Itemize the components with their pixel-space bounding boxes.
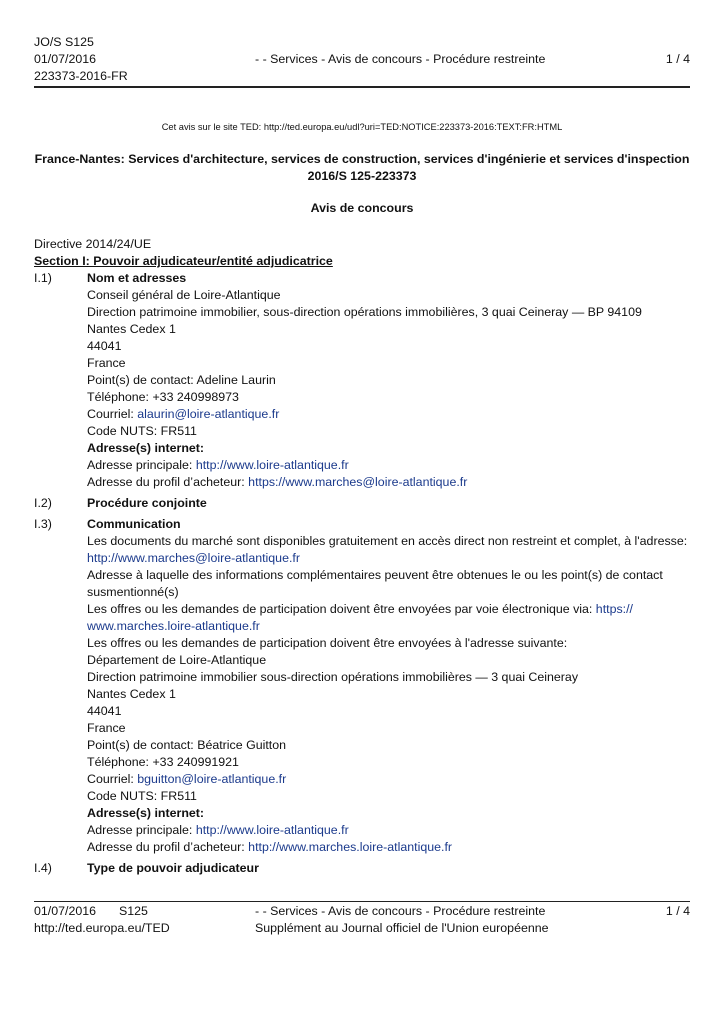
header-ref: JO/S S125	[34, 35, 94, 49]
submission-address-text: Les offres ou les demandes de participation doivent être envoyées à l'adresse suivante:	[87, 636, 568, 650]
section-title: Section I: Pouvoir adjudicateur/entité adjudicatrice	[34, 254, 333, 268]
email-row	[87, 771, 286, 788]
footer-divider	[34, 901, 690, 902]
footer-date: 01/07/2016	[34, 904, 97, 918]
electronic-submission-row	[87, 601, 633, 618]
town: Nantes Cedex 1	[87, 687, 176, 701]
section-heading: Type de pouvoir adjudicateur	[87, 861, 259, 875]
header-title: - - Services - Avis de concours - Procédure restreinte	[255, 52, 546, 66]
contact-point: Point(s) de contact: Adeline Laurin	[87, 373, 276, 387]
section-heading: Nom et adresses	[87, 271, 187, 285]
electronic-submission-link-cont[interactable]: www.marches.loire-atlantique.fr	[87, 619, 260, 633]
electronic-submission-text: Les offres ou les demandes de participation doivent être envoyées par voie électronique via:	[87, 602, 596, 616]
postal-address: Direction patrimoine immobilier, sous-direction opérations immobilières, 3 quai Ceineray — BP 94109	[87, 305, 642, 319]
country: France	[87, 356, 126, 370]
internet-heading: Adresse(s) internet:	[87, 806, 205, 820]
email-link[interactable]: alaurin@loire-atlantique.fr	[137, 407, 280, 421]
buyer-profile-row	[87, 839, 452, 856]
footer-title: - - Services - Avis de concours - Procédure restreinte	[255, 904, 546, 918]
nuts-code: Code NUTS: FR511	[87, 424, 197, 438]
main-address-label: Adresse principale:	[87, 458, 196, 472]
directive: Directive 2014/24/UE	[34, 237, 152, 251]
email-label: Courriel:	[87, 772, 138, 786]
buyer-profile-label: Adresse du profil d’acheteur:	[87, 840, 249, 854]
contact-point: Point(s) de contact: Béatrice Guitton	[87, 738, 287, 752]
section-heading: Communication	[87, 517, 181, 531]
notice-type: Avis de concours	[310, 201, 414, 215]
section-number: I.2)	[34, 496, 52, 510]
nuts-code: Code NUTS: FR511	[87, 789, 197, 803]
ted-notice-text: Cet avis sur le site TED: http://ted.europa.eu/udl?uri=TED:NOTICE:223373-2016:TEXT:FR:HTML	[161, 122, 563, 132]
town: Nantes Cedex 1	[87, 322, 176, 336]
organisation-name: Conseil général de Loire-Atlantique	[87, 288, 281, 302]
footer-supplement: Supplément au Journal officiel de l'Union européenne	[255, 921, 549, 935]
main-address-label: Adresse principale:	[87, 823, 196, 837]
buyer-profile-link[interactable]: http://www.marches.loire-atlantique.fr	[248, 840, 453, 854]
footer-series: S125	[119, 904, 148, 918]
section-number: I.1)	[34, 271, 52, 285]
header-divider	[34, 86, 690, 88]
postal-code: 44041	[87, 339, 122, 353]
footer-page-number: 1 / 4	[665, 904, 690, 918]
footer-url: http://ted.europa.eu/TED	[34, 921, 170, 935]
buyer-profile-row	[87, 474, 467, 491]
electronic-submission-link[interactable]: https://	[595, 602, 633, 616]
header-page-number: 1 / 4	[665, 52, 690, 66]
email-label: Courriel:	[87, 407, 138, 421]
section-number: I.3)	[34, 517, 52, 531]
section-number: I.4)	[34, 861, 52, 875]
header-date: 01/07/2016	[34, 52, 97, 66]
info-text-line-1: Adresse à laquelle des informations complémentaires peuvent être obtenues le ou les point(s) de contact	[87, 568, 663, 582]
postal-code: 44041	[87, 704, 122, 718]
header-notice-id: 223373-2016-FR	[34, 69, 128, 83]
email-link[interactable]: bguitton@loire-atlantique.fr	[137, 772, 287, 786]
section-heading: Procédure conjointe	[87, 496, 207, 510]
telephone: Téléphone: +33 240998973	[87, 390, 239, 404]
main-address-row	[87, 822, 349, 839]
info-text-line-2: susmentionné(s)	[87, 585, 179, 599]
organisation-name: Département de Loire-Atlantique	[87, 653, 267, 667]
main-address-row	[87, 457, 349, 474]
postal-address: Direction patrimoine immobilier sous-direction opérations immobilières — 3 quai Ceineray	[87, 670, 579, 684]
main-title-line-2: 2016/S 125-223373	[307, 169, 417, 183]
main-address-link[interactable]: http://www.loire-atlantique.fr	[195, 458, 349, 472]
telephone: Téléphone: +33 240991921	[87, 755, 239, 769]
main-title-line-1: France-Nantes: Services d'architecture, services de construction, services d'ingénierie et services d'inspection	[34, 152, 690, 166]
buyer-profile-label: Adresse du profil d’acheteur:	[87, 475, 249, 489]
documents-link[interactable]: http://www.marches@loire-atlantique.fr	[87, 551, 300, 565]
documents-text: Les documents du marché sont disponibles gratuitement en accès direct non restreint et complet, à l'adresse:	[87, 534, 688, 548]
email-row	[87, 406, 279, 423]
country: France	[87, 721, 126, 735]
internet-heading: Adresse(s) internet:	[87, 441, 205, 455]
main-address-link[interactable]: http://www.loire-atlantique.fr	[195, 823, 349, 837]
buyer-profile-link[interactable]: https://www.marches@loire-atlantique.fr	[248, 475, 468, 489]
